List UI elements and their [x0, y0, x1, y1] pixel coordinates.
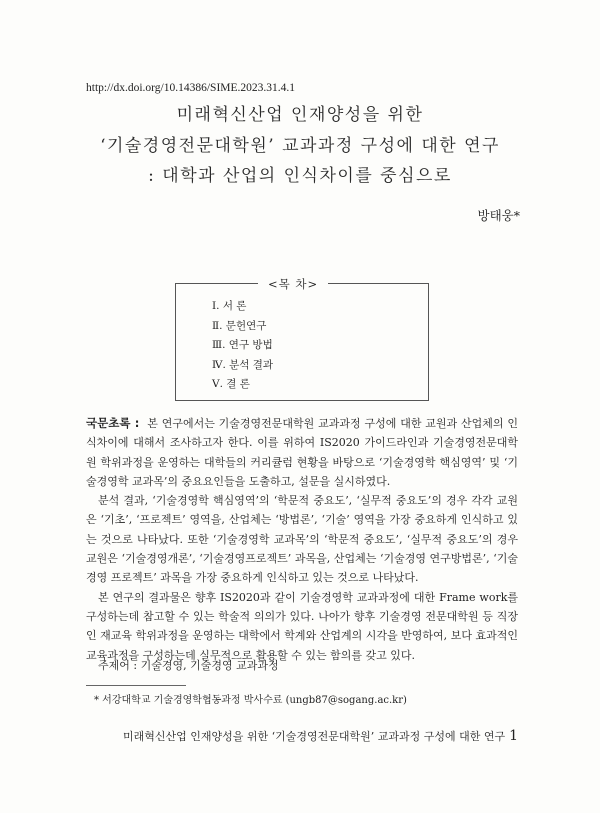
abstract-text: 본 연구에서는 기술경영전문대학원 교과과정 구성에 대한 교원과 산업체의 인식차이에 대해서 조사하고자 한다. 이를 위하여 IS2020 가이드라인과 기술경영전문대학원 학위과정을 운영하는 대학들의 커리큘럼 현황을 바탕으로 ‘기술경영학 핵심영역’ 및 ‘기술경영학 교과목’의 중요요인들을 도출하고, 설문을 실시하였다.	[86, 417, 518, 488]
toc-list	[212, 297, 273, 395]
running-title: 미래혁신산업 인재양성을 위한 ‘기술경영전문대학원’ 교과과정 구성에 대한 연구	[122, 730, 506, 743]
running-footer	[123, 728, 518, 744]
toc-item: Ⅳ. 분석 결과	[212, 358, 274, 371]
abstract-label: 국문초록 :	[86, 416, 140, 430]
korean-abstract	[86, 414, 518, 665]
toc-item: Ⅰ. 서 론	[212, 300, 247, 312]
abstract-paragraph: 본 연구의 결과물은 향후 IS2020과 같이 기술경영학 교과과정에 대한 Frame work를 구성하는데 참고할 수 있는 학술적 의의가 있다. 나아가 향후 기술경영 전문대학원 등 직장인 재교육 학위과정을 운영하는 대학에서 학계와 산업계의 시각을 반영하여, 보다 효과적인 교육과정을 구성하는데 실무적으로 활용할 수 있는 함의를 갖고 있다.	[86, 590, 518, 662]
page-number: 1	[509, 728, 518, 744]
author-name: 방태웅*	[477, 208, 520, 223]
doi-link[interactable]: http://dx.doi.org/10.14386/SIME.2023.31.4.1	[86, 82, 296, 94]
abstract-paragraph: 분석 결과, ‘기술경영학 핵심영역’의 ‘학문적 중요도’, ‘실무적 중요도’의 경우 각각 교원은 ‘기초’, ‘프로젝트’ 영역을, 산업체는 ‘방법론’, ‘기술’ 영역을 가장 중요하게 인식하고 있는 것으로 나타났다. 또한 ‘기술경영학 교과목’의 ‘학문적 중요도’, ‘실무적 중요도’의 경우 교원은 ‘기술경영개론’, ‘기술경영프로젝트’ 과목을, 산업체는 ‘기술경영 연구방법론’, ‘기술경영 프로젝트’ 과목을 가장 중요하게 인식하고 있는 것으로 나타났다.	[86, 494, 518, 585]
title-line-2: ‘기술경영전문대학원’ 교과과정 구성에 대한 연구	[100, 136, 500, 156]
footnote-divider	[86, 685, 186, 686]
title-line-1: 미래혁신산업 인재양성을 위한	[176, 105, 424, 125]
author-footnote: * 서강대학교 기술경영학협동과정 박사수료 (ungb87@sogang.ac.kr)	[94, 695, 407, 706]
toc-item: Ⅴ. 결 론	[212, 378, 250, 390]
title-line-3: : 대학과 산업의 인식차이를 중심으로	[148, 166, 452, 186]
toc-item: Ⅲ. 연구 방법	[212, 339, 273, 351]
toc-heading: <목 차>	[258, 276, 328, 292]
keywords: 주제어 : 기술경영, 기술경영 교과과정	[98, 659, 279, 672]
toc-item: Ⅱ. 문헌연구	[212, 319, 267, 332]
abstract-paragraph	[86, 414, 518, 491]
